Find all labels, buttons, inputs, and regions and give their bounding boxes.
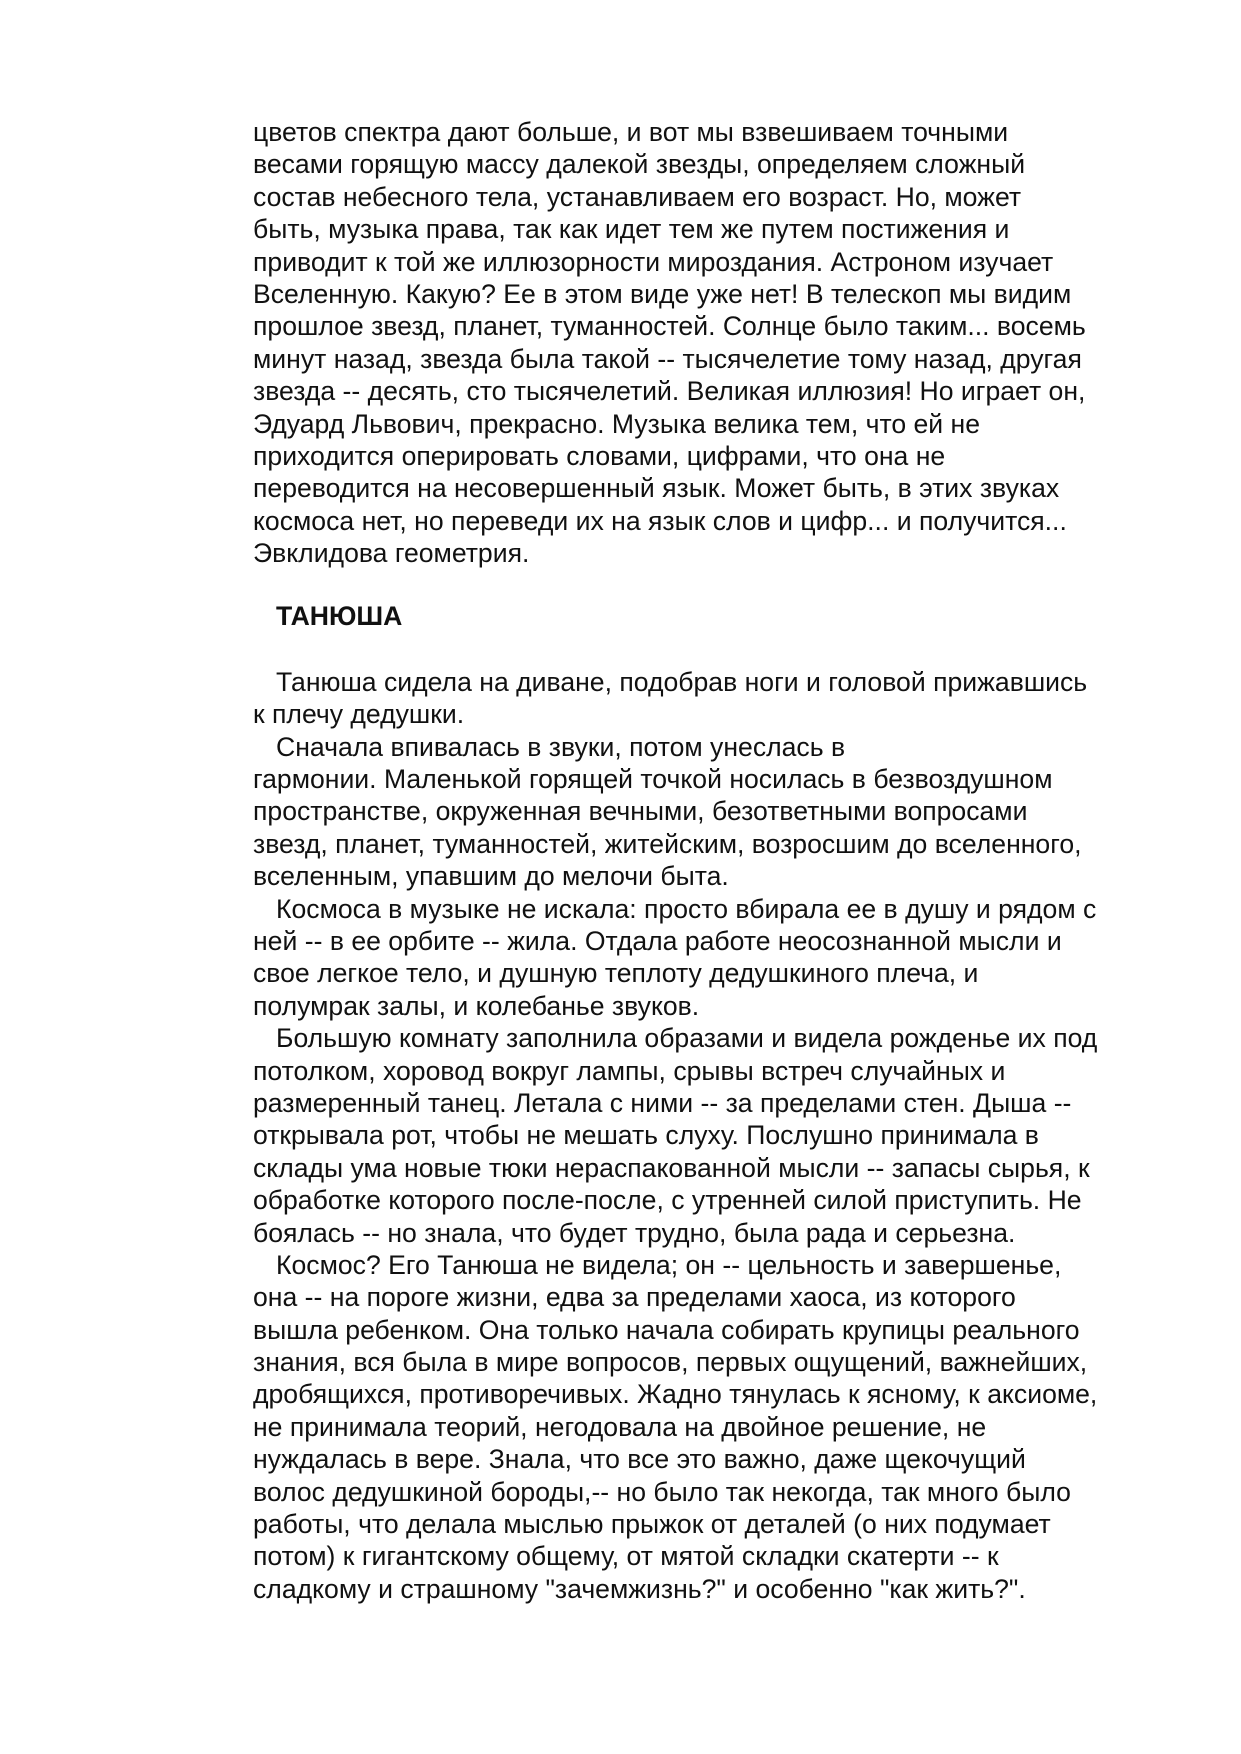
text-line: вышла ребенком. Она только начала собирать крупицы реального [253,1314,1080,1345]
chapter-body [253,666,1153,1605]
text-line: Вселенную. Какую? Ее в этом виде уже нет! В телескоп мы видим [253,278,1072,309]
text-line: потолком, хоровод вокруг лампы, срывы встреч случайных и [253,1055,1006,1086]
text-line: вселенным, упавшим до мелочи быта. [253,861,729,892]
text-line: минут назад, звезда была такой -- тысячелетие тому назад, другая [253,343,1082,374]
text-line: космоса нет, но переведи их на язык слов и цифр... и получится... [253,505,1067,536]
text-line: работы, что делала мыслью прыжок от деталей (о них подумает [253,1509,1051,1540]
text-line: потом) к гигантскому общему, от мятой складки скатерти -- к [253,1541,999,1572]
text-line: она -- на пороге жизни, едва за пределами хаоса, из которого [253,1282,1016,1313]
text-line: приходится оперировать словами, цифрами, что она не [253,440,946,471]
text-line: весами горящую массу далекой звезды, определяем сложный [253,149,1026,180]
text-line: состав небесного тела, устанавливаем его возраст. Но, может [253,181,1022,212]
chapter-heading: ТАНЮША [276,601,403,632]
intro-paragraph [253,116,1153,569]
text-line: приводит к той же иллюзорности мироздания. Астроном изучает [253,246,1054,277]
text-line: Космос? Его Танюша не видела; он -- цельность и завершенье, [276,1249,1062,1280]
text-line: нуждалась в вере. Знала, что все это важно, даже щекочущий [253,1444,1026,1475]
text-line: быть, музыка права, так как идет тем же путем постижения и [253,214,1010,245]
document-page [253,116,1153,1605]
text-line: полумрак залы, и колебанье звуков. [253,990,700,1021]
text-line: Космоса в музыке не искала: просто вбирала ее в душу и рядом с [276,893,1097,924]
text-line: не принимала теорий, негодовала на двойное решение, не [253,1411,987,1442]
text-line: Эвклидова геометрия. [253,538,530,569]
text-line: прошлое звезд, планет, туманностей. Солнце было таким... восемь [253,311,1086,342]
text-line: пространстве, окруженная вечными, безответными вопросами [253,796,1028,827]
text-line: ней -- в ее орбите -- жила. Отдала работе неосознанной мысли и [253,925,1062,956]
text-line: цветов спектра дают больше, и вот мы взвешиваем точными [253,117,1009,147]
text-line: дробящихся, противоречивых. Жадно тянулась к ясному, к аксиоме, [253,1379,1098,1410]
text-line: обработке которого после-после, с утренней силой приступить. Не [253,1185,1082,1216]
text-line: склады ума новые тюки нераспакованной мысли -- запасы сырья, к [253,1152,1090,1183]
text-line: к плечу дедушки. [253,699,465,730]
text-line: Сначала впивалась в звуки, потом унеслась в [276,731,846,762]
text-line: звезд, планет, туманностей, житейским, возросшим до вселенного, [253,828,1082,859]
text-line: знания, вся была в мире вопросов, первых ощущений, важнейших, [253,1347,1088,1378]
text-line: боялась -- но знала, что будет трудно, была рада и серьезна. [253,1217,1016,1248]
text-line: размеренный танец. Летала с ними -- за пределами стен. Дыша -- [253,1087,1072,1118]
text-line: свое легкое тело, и душную теплоту дедушкиного плеча, и [253,958,979,989]
text-line: сладкому и страшному "зачемжизнь?" и особенно "как жить?". [253,1573,1026,1604]
text-line: Большую комнату заполнила образами и видела рожденье их под [276,1023,1098,1054]
text-line: Эдуард Львович, прекрасно. Музыка велика тем, что ей не [253,408,981,439]
text-line: Танюша сидела на диване, подобрав ноги и головой прижавшись [276,666,1088,697]
text-line: звезда -- десять, сто тысячелетий. Великая иллюзия! Но играет он, [253,376,1086,407]
text-line: открывала рот, чтобы не мешать слуху. Послушно принимала в [253,1120,1039,1151]
text-line: волос дедушкиной бороды,-- но было так некогда, так много было [253,1476,1071,1507]
text-line: переводится на несовершенный язык. Может быть, в этих звуках [253,473,1060,504]
text-line: гармонии. Маленькой горящей точкой носилась в безвоздушном [253,764,1053,795]
